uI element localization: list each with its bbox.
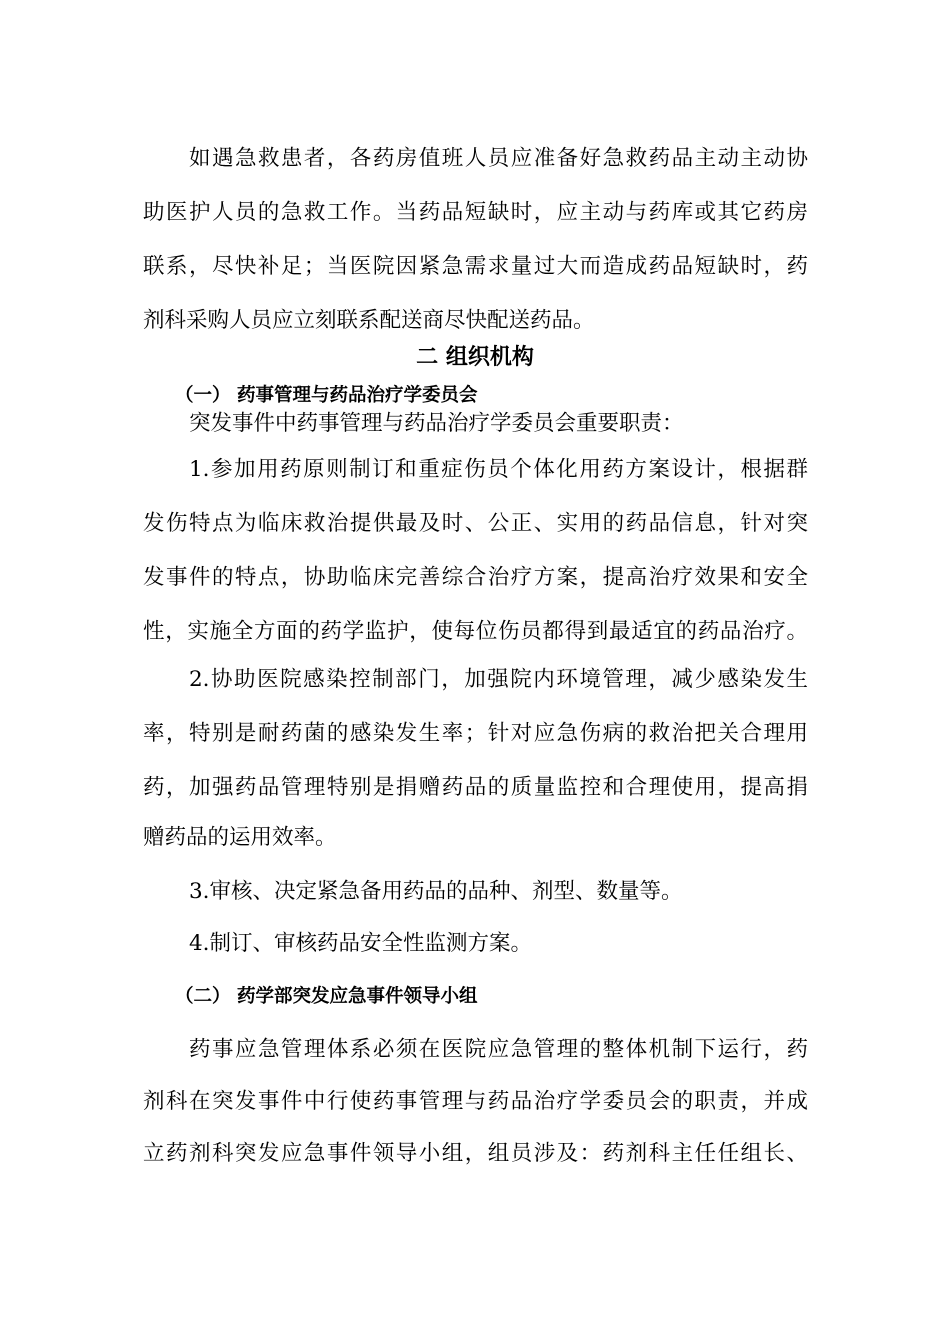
list-item-line: 赠药品的运用效率。 [143, 825, 337, 850]
list-item-line: 1.参加用药原则制订和重症伤员个体化用药方案设计，根据群 [189, 457, 808, 482]
paragraph-line: 联系，尽快补足；当医院因紧急需求量过大而造成药品短缺时，药 [143, 254, 808, 279]
paragraph-line: 药事应急管理体系必须在医院应急管理的整体机制下运行，药 [189, 1037, 808, 1062]
list-item-line: 药，加强药品管理特别是捐赠药品的质量监控和合理使用，提高捐 [143, 775, 808, 800]
list-item-line: 发事件的特点，协助临床完善综合治疗方案，提高治疗效果和安全 [143, 565, 808, 590]
list-item-line: 3.审核、决定紧急备用药品的品种、剂型、数量等。 [189, 879, 683, 904]
section-title: 二 组织机构 [416, 345, 534, 370]
subsection-title: （二） 药学部突发应急事件领导小组 [175, 986, 478, 1007]
paragraph-line: 剂科在突发事件中行使药事管理与药品治疗学委员会的职责，并成 [143, 1089, 808, 1114]
list-item-line: 性，实施全方面的药学监护，使每位伤员都得到最适宜的药品治疗。 [143, 619, 808, 644]
paragraph-line: 立药剂科突发应急事件领导小组，组员涉及：药剂科主任任组长、 [143, 1141, 808, 1166]
list-item-line: 发伤特点为临床救治提供最及时、公正、实用的药品信息，针对突 [143, 511, 808, 536]
paragraph-line: 剂科采购人员应立刻联系配送商尽快配送药品。 [143, 308, 595, 333]
paragraph-line: 助医护人员的急救工作。当药品短缺时，应主动与药库或其它药房 [143, 200, 808, 225]
paragraph-line: 如遇急救患者，各药房值班人员应准备好急救药品主动主动协 [189, 146, 808, 171]
list-item-line: 2.协助医院感染控制部门，加强院内环境管理，减少感染发生 [189, 667, 808, 692]
subsection-title: （一） 药事管理与药品治疗学委员会 [175, 385, 478, 406]
list-item-line: 4.制订、审核药品安全性监测方案。 [189, 931, 533, 956]
intro-line: 突发事件中药事管理与药品治疗学委员会重要职责： [189, 411, 684, 436]
list-item-line: 率，特别是耐药菌的感染发生率；针对应急伤病的救治把关合理用 [143, 721, 808, 746]
